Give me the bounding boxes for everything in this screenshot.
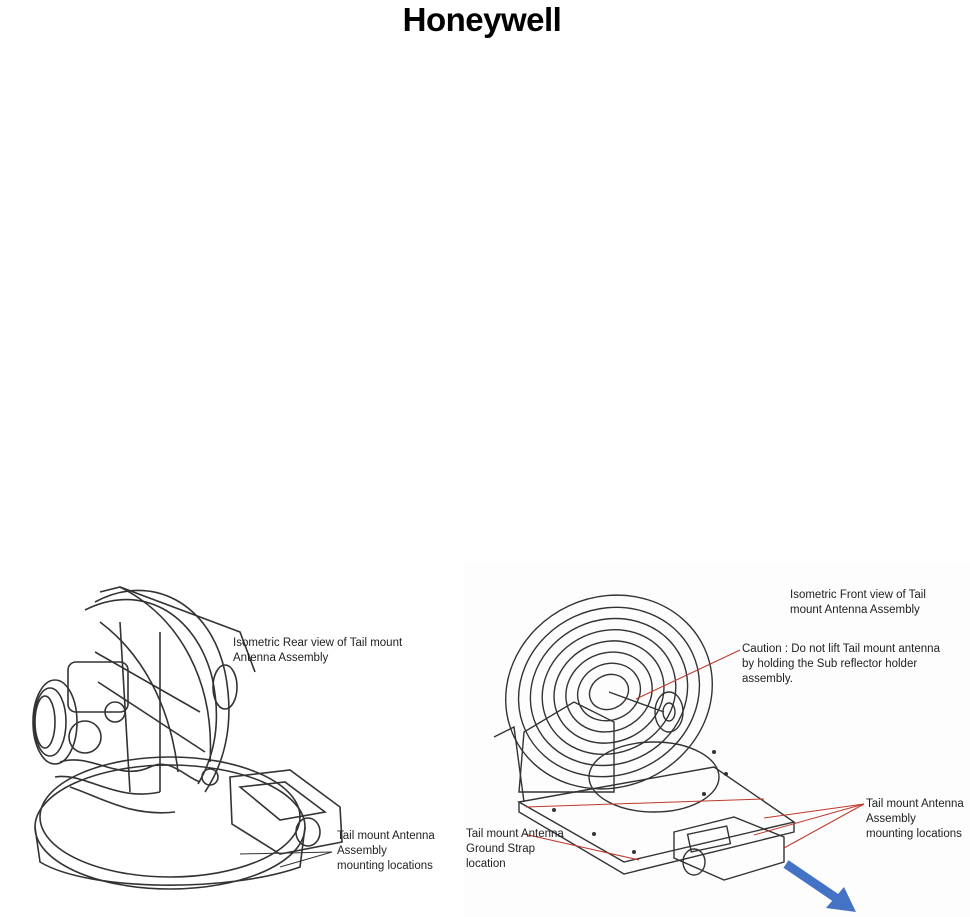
rear-view-caption: Isometric Rear view of Tail mount Antenna Assembly	[233, 637, 403, 664]
rear-view-figure	[0, 562, 458, 917]
ground-strap-label: Tail mount Antenna Ground Strap location	[466, 828, 564, 870]
rear-mount-label: Tail mount Antenna Assembly mounting locations	[337, 830, 435, 872]
honeywell-logo: Honeywell	[402, 1, 562, 38]
front-view-caption: Isometric Front view of Tail mount Antenna Assembly	[790, 589, 926, 616]
front-mount-label: Tail mount Antenna Assembly mounting locations	[866, 798, 964, 840]
front-view-figure	[464, 562, 970, 917]
caution-note: Caution : Do not lift Tail mount antenna by holding the Sub reflector holder assembly.	[742, 643, 940, 685]
